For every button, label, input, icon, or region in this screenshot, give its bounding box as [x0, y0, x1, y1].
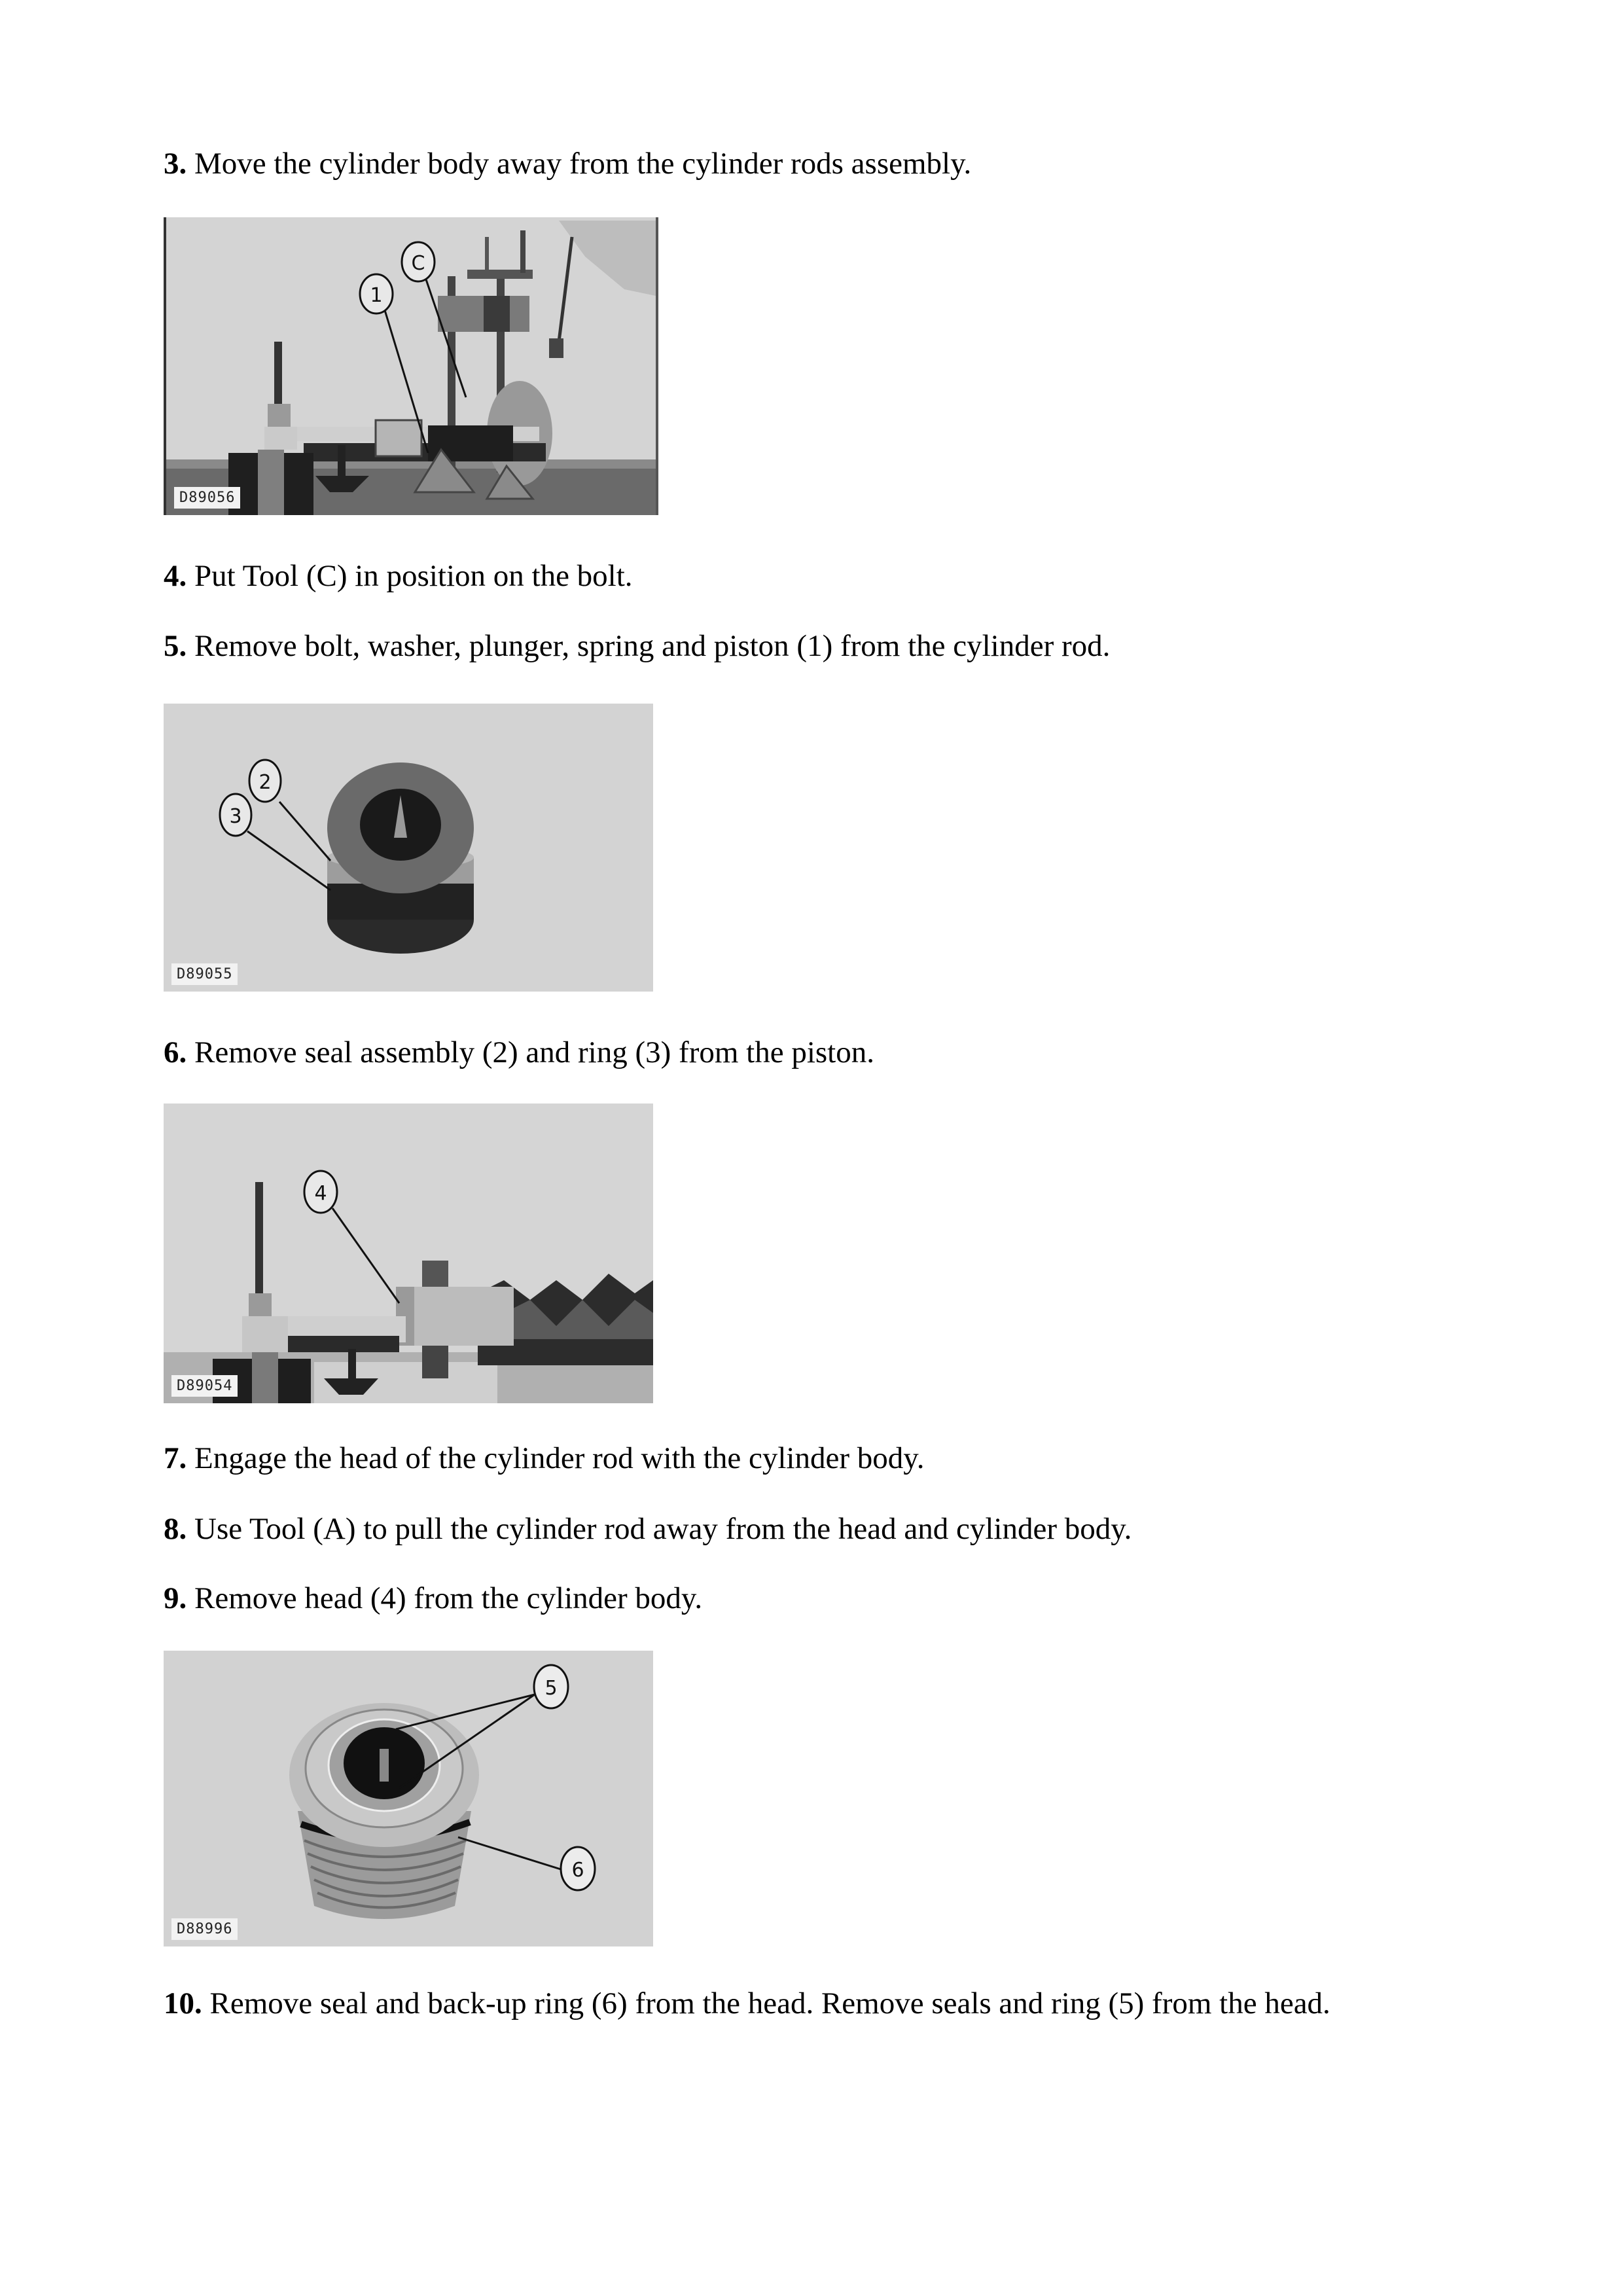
- callout-1-label: 1: [370, 284, 383, 307]
- step-6: [164, 1034, 874, 1071]
- step-number: 7.: [164, 1441, 187, 1475]
- head-seals-photo: [164, 1651, 653, 1946]
- figure-number: D88996: [171, 1918, 238, 1940]
- step-5: [164, 628, 1110, 664]
- figure-number: D89054: [171, 1375, 238, 1397]
- step-text: Remove seal assembly (2) and ring (3) from the piston.: [187, 1035, 874, 1069]
- step-8: [164, 1511, 1132, 1547]
- callout-5-label: 5: [544, 1677, 558, 1700]
- step-text: Move the cylinder body away from the cylinder rods assembly.: [187, 147, 972, 181]
- step-number: 6.: [164, 1035, 187, 1069]
- callout-4-label: 4: [314, 1182, 327, 1205]
- step-number: 9.: [164, 1581, 187, 1615]
- step-10: [164, 1985, 1330, 2022]
- step-number: 3.: [164, 147, 187, 181]
- step-9: [164, 1580, 702, 1617]
- step-text: Remove seal and back-up ring (6) from the head. Remove seals and ring (5) from the head.: [202, 1986, 1330, 2020]
- step-4: [164, 558, 633, 594]
- cylinder-puller-photo: [166, 217, 656, 515]
- step-7: [164, 1440, 924, 1477]
- step-text: Engage the head of the cylinder rod with the cylinder body.: [187, 1441, 925, 1475]
- figure-d88996: [164, 1651, 653, 1946]
- step-text: Remove bolt, washer, plunger, spring and piston (1) from the cylinder rod.: [187, 629, 1111, 663]
- step-text: Remove head (4) from the cylinder body.: [187, 1581, 703, 1615]
- callout-6-label: 6: [571, 1859, 584, 1882]
- step-text: Use Tool (A) to pull the cylinder rod away from the head and cylinder body.: [187, 1512, 1132, 1546]
- callout-2-label: 2: [259, 771, 272, 794]
- step-text: Put Tool (C) in position on the bolt.: [187, 559, 633, 593]
- step-number: 8.: [164, 1512, 187, 1546]
- step-number: 10.: [164, 1986, 202, 2020]
- figure-d89054: [164, 1103, 653, 1403]
- figure-number: D89055: [171, 963, 238, 985]
- figure-d89055: [164, 704, 653, 992]
- cylinder-head-assembly-photo: [164, 1103, 653, 1403]
- figure-d89056: [164, 217, 658, 515]
- piston-photo: [164, 704, 653, 992]
- callout-3-label: 3: [229, 805, 242, 828]
- step-number: 4.: [164, 559, 187, 593]
- callout-c-label: C: [411, 252, 425, 275]
- step-number: 5.: [164, 629, 187, 663]
- figure-number: D89056: [174, 487, 240, 509]
- step-3: [164, 145, 971, 182]
